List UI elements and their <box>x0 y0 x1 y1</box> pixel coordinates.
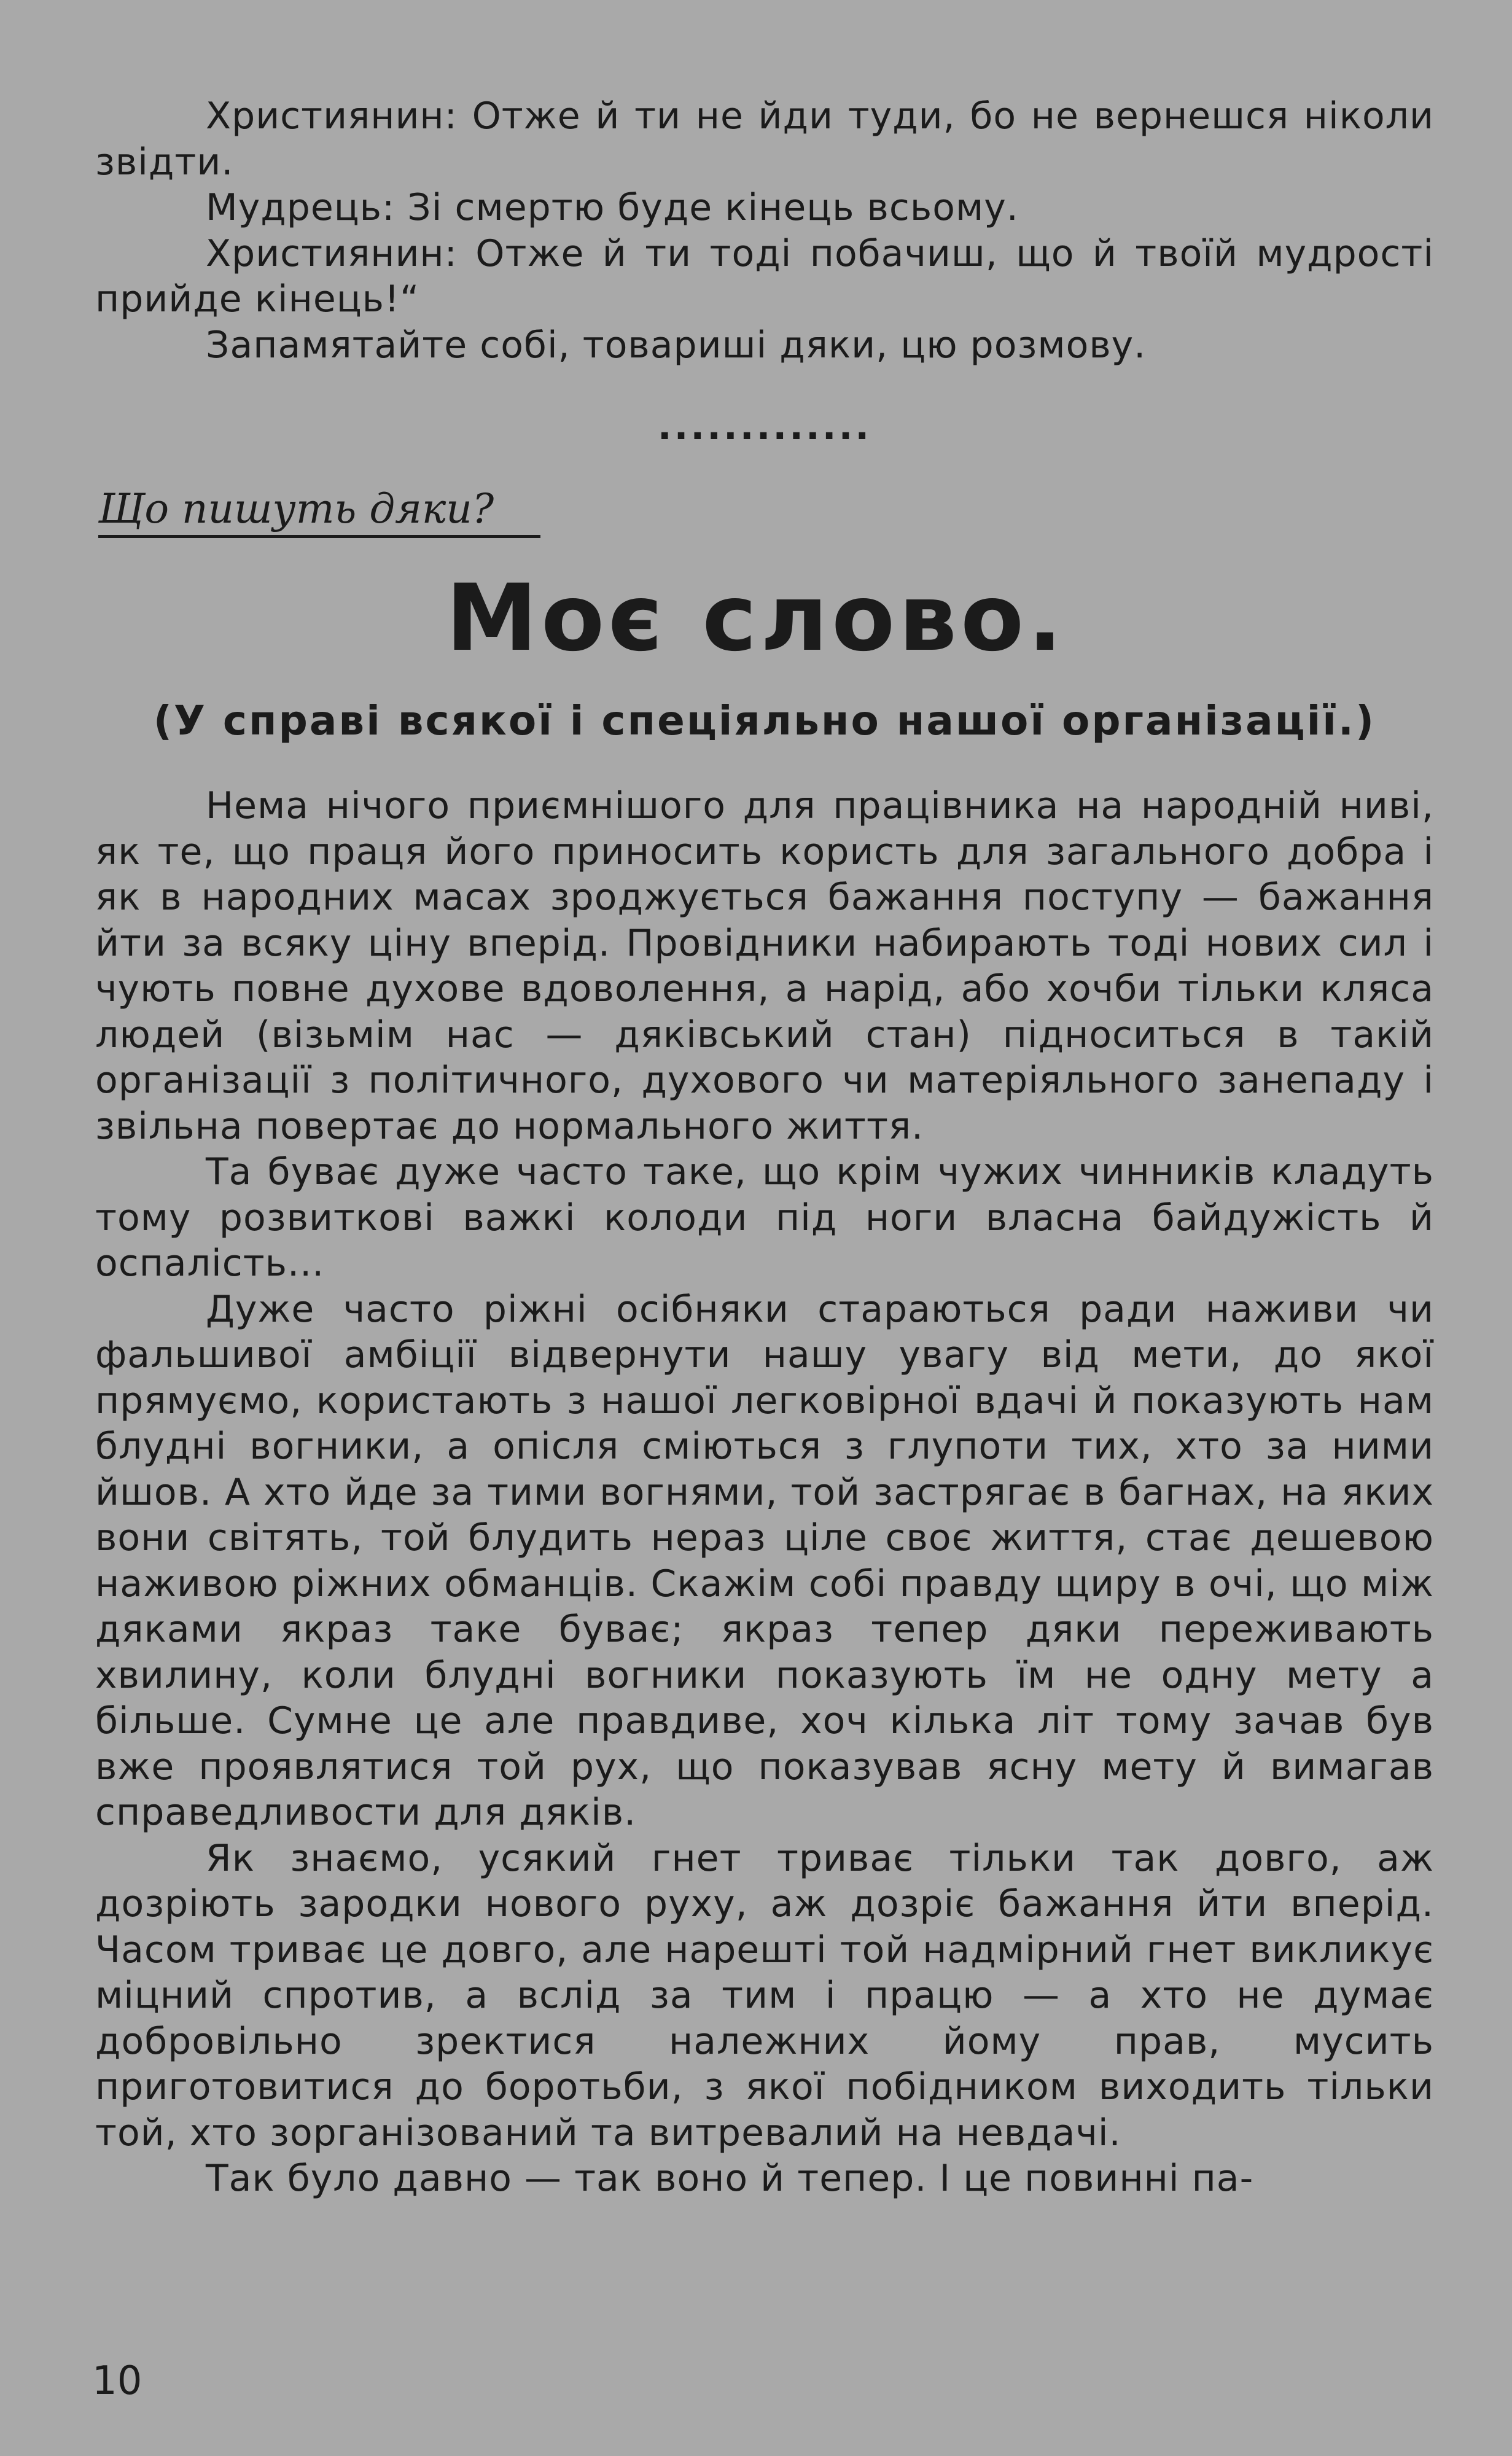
article-paragraph: Як знаємо, усякий гнет триває тільки так довго, аж дозріють зародки нового руху, аж дозріє бажання йти вперід. Часом триває це довго, але нарешті той надмірний гнет викликує міцний спротив, а вслід за тим і працю — а хто не думає добровільно зректися належних йому прав, мусить приготовитися до боротьби, з якої побідником виходить тільки той, хто зорганізований та витревалий на невдачі. <box>95 1836 1434 2154</box>
separator: ............. <box>657 405 872 448</box>
article-paragraph: Дуже часто ріжні осібняки стараються ради наживи чи фальшивої амбіції відвернути нашу увагу від мети, до якої прямуємо, користають з нашої легковірної вдачі й показують нам блудні вогники, а опісля сміються з глупоти тих, хто за ними йшов. А хто йде за тими вогнями, той застрягає в багнах, на яких вони світять, той блудить нераз ціле своє життя, стає дешевою наживою ріжних обманців. Скажім собі правду щиру в очі, що між дяками якраз таке буває; якраз тепер дяки переживають хвилину, коли блудні вогники показують їм не одну мету а більше. Сумне це але правдиве, хоч кілька літ тому зачав був вже проявлятися той рух, що показував ясну мету й вимагав справедливости для дяків. <box>95 1287 1434 1834</box>
dialogue-line: Християнин: Отже й ти не йди туди, бо не вернешся ніколи звідти. <box>95 95 1434 184</box>
article-body <box>95 783 1434 2202</box>
dialogue-line: Мудрець: Зі смертю буде кінець всьому. <box>206 186 1019 229</box>
section-label: Що пишуть дяки? <box>98 485 540 538</box>
dialogue-line: Запамятайте собі, товариші дяки, цю розмову. <box>206 323 1147 367</box>
article-paragraph: Так було давно — так воно й тепер. І це повинні па- <box>206 2157 1254 2200</box>
page-number: 10 <box>92 2358 142 2404</box>
dialogue-block <box>95 93 1434 368</box>
article-subtitle: (У справі всякої і спеціяльно нашої організації.) <box>153 697 1376 744</box>
article-paragraph: Нема нічого приємнішого для працівника на народній ниві, як те, що праця його приносить користь для загального добра і як в народних масах зроджується бажання поступу — бажання йти за всяку ціну вперід. Провідники набирають тоді нових сил і чують повне духове вдоволення, а нарід, або хочби тільки кляса людей (візьмім нас — дяківський стан) підноситься в такій організації з політичного, духового чи матеріяльного занепаду і звільна повертає до нормального життя. <box>95 784 1434 1148</box>
article-paragraph: Та буває дуже часто таке, що крім чужих чинників кладуть тому розвиткові важкі колоди під ноги власна байдужість й оспалість... <box>95 1150 1434 1285</box>
dialogue-line: Християнин: Отже й ти тоді побачиш, що й твоїй мудрості прийде кінець!“ <box>95 232 1434 321</box>
article-title: Моє слово. <box>445 565 1067 672</box>
